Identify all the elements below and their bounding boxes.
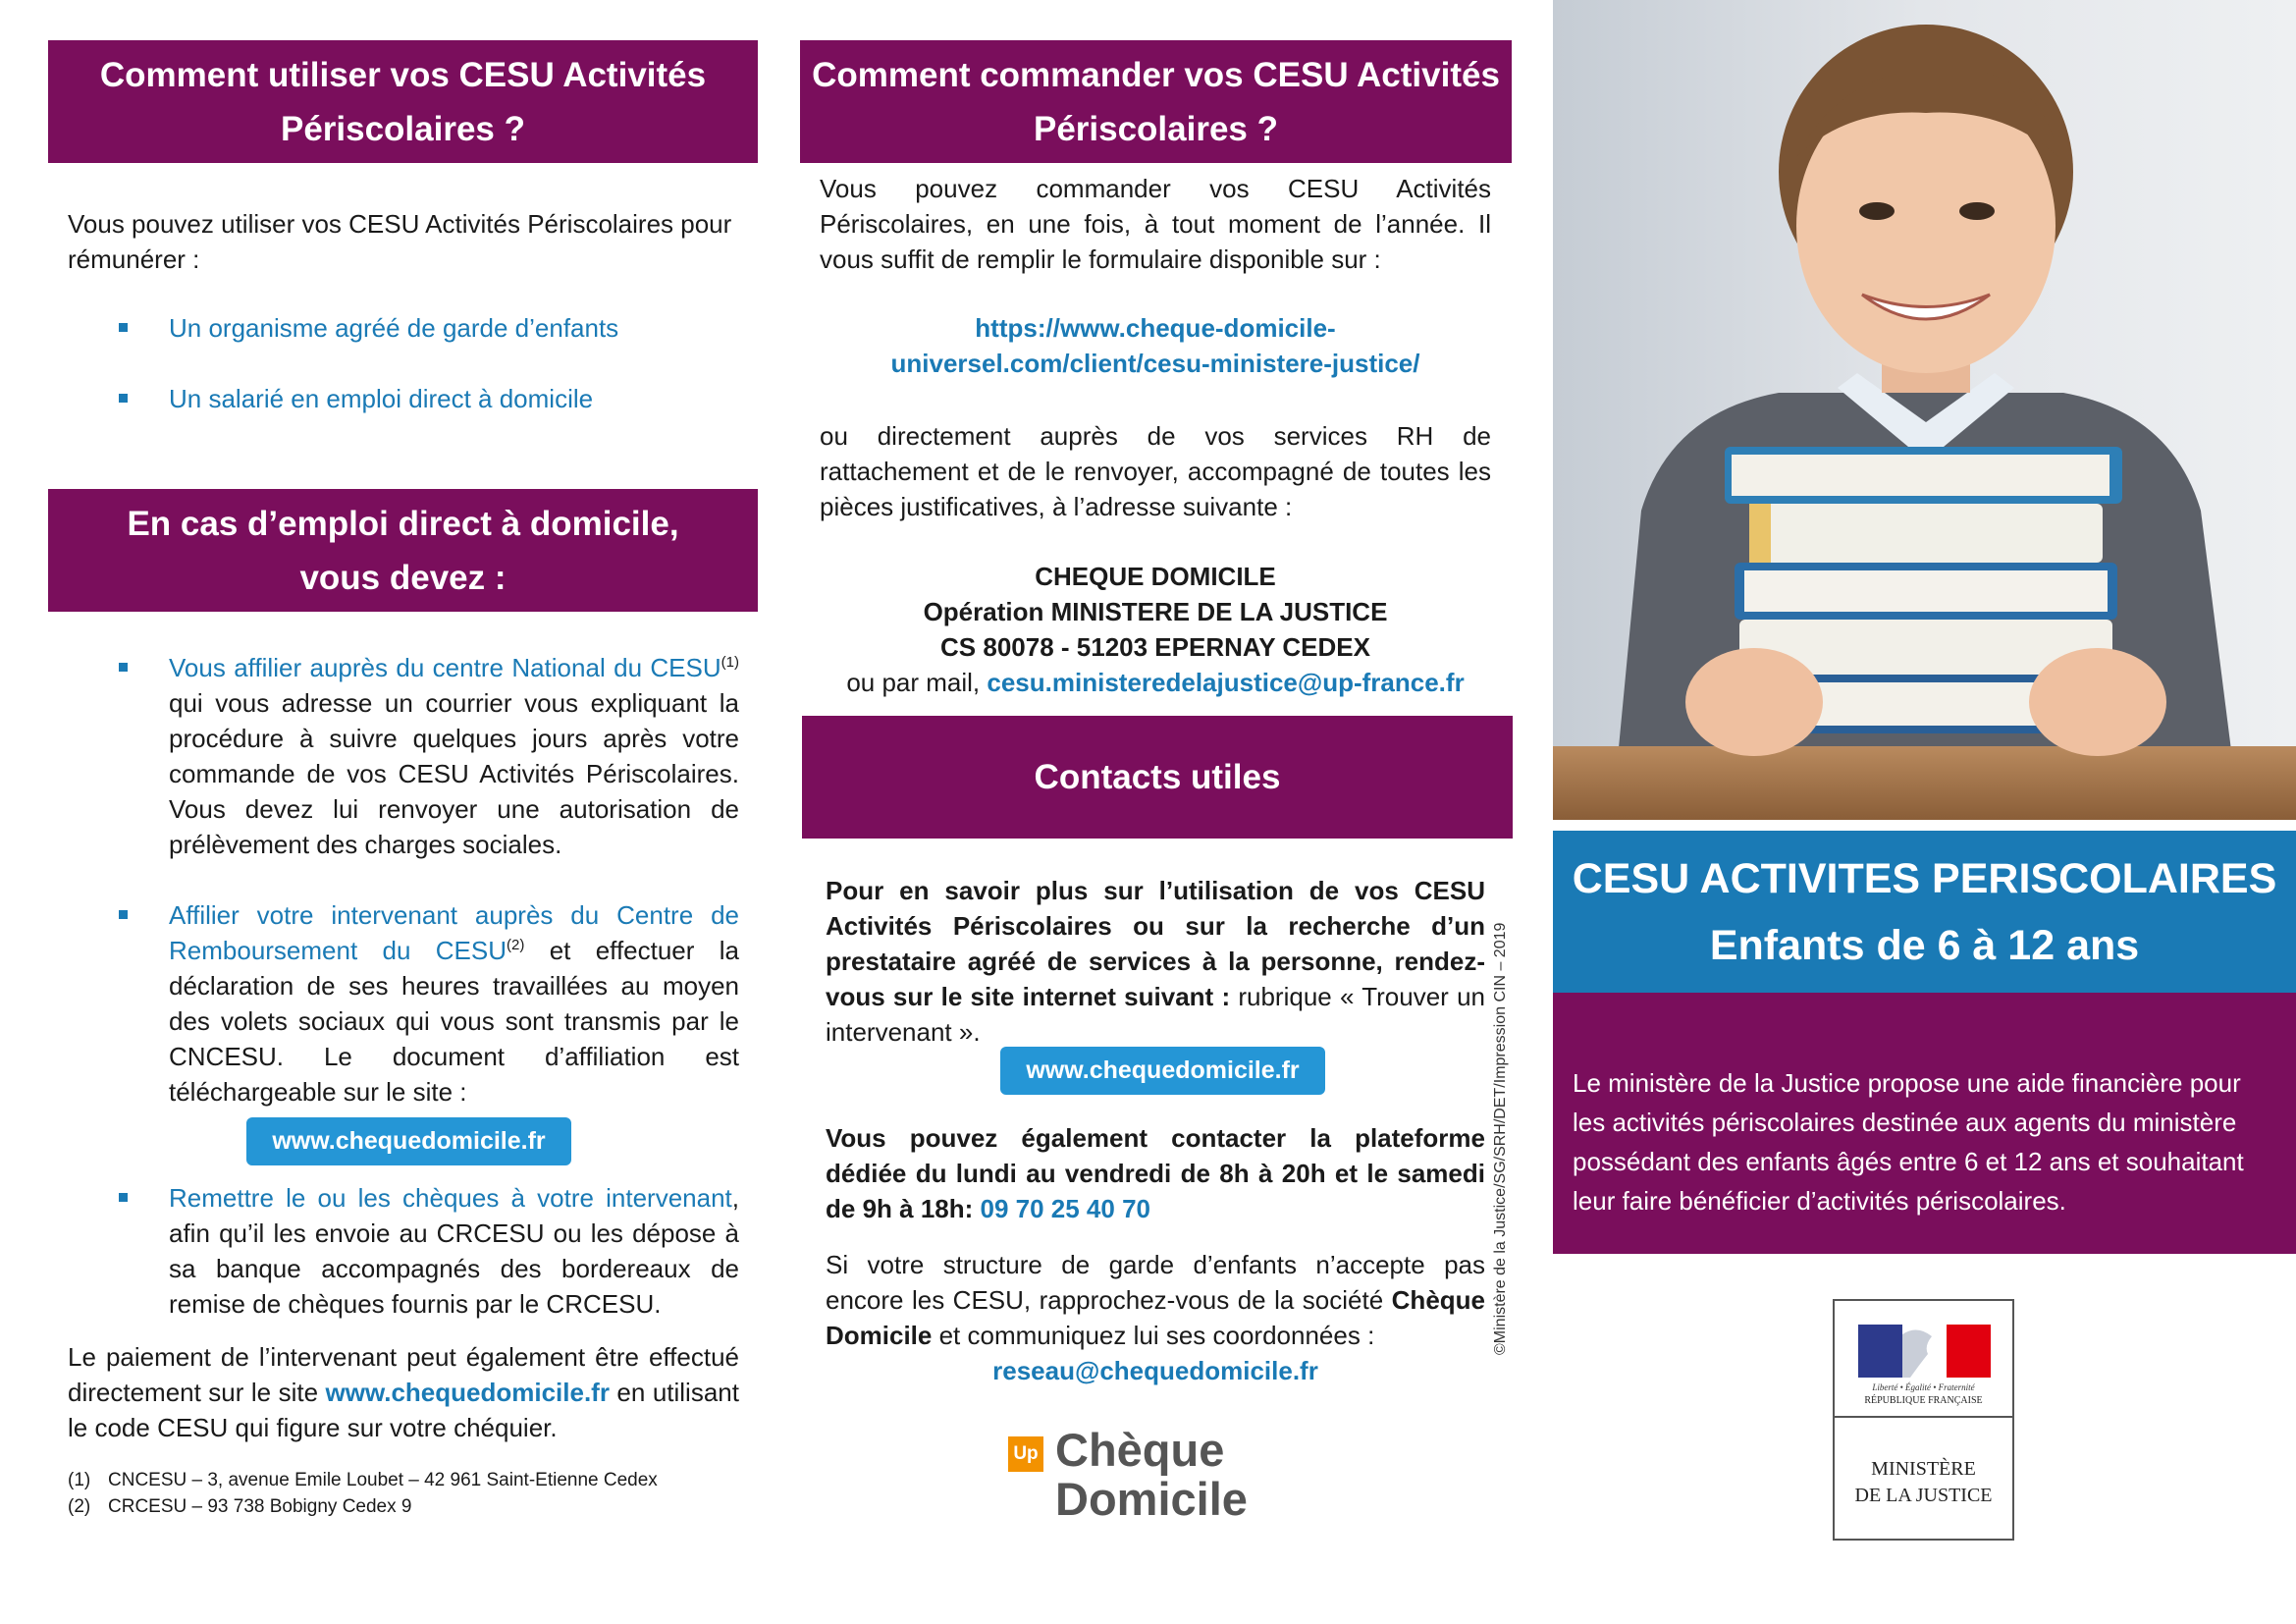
- remit-cheques-link[interactable]: Remettre le ou les chèques à votre intervenant: [169, 1183, 732, 1213]
- logo-republic: RÉPUBLIQUE FRANÇAISE: [1864, 1395, 1983, 1406]
- postal-address: CHEQUE DOMICILE Opération MINISTERE DE LA JUSTICE CS 80078 - 51203 EPERNAY CEDEX: [923, 562, 1388, 662]
- footnote: (1) CNCESU – 3, avenue Emile Loubet – 42 961 Saint-Etienne Cedex: [68, 1470, 658, 1490]
- usage-intro: Vous pouvez utiliser vos CESU Activités Périscolaires pour rémunérer :: [68, 209, 732, 274]
- order-form-url[interactable]: https://www.cheque-domicile- universel.com/client/cesu-ministere-justice/: [890, 313, 1420, 378]
- marianne-flag: [1858, 1325, 1991, 1378]
- chequedomicile-button[interactable]: www.chequedomicile.fr: [246, 1117, 571, 1165]
- logo-word-2: Domicile: [1055, 1473, 1248, 1525]
- mail-line: ou par mail, cesu.ministeredelajustice@up-france.fr: [846, 668, 1465, 697]
- bullet-icon: [119, 663, 128, 672]
- phone-number[interactable]: 09 70 25 40 70: [973, 1194, 1150, 1223]
- contact-info-text: Pour en savoir plus sur l’utilisation de vos CESU Activités Périscolaires ou sur la recherche d’un prestataire agréé de services à la personne, rendez-vous sur le site internet suivant : rubrique « Trouver un intervenant ».: [826, 876, 1485, 1047]
- up-badge: Up: [1008, 1436, 1043, 1472]
- crcesu-link[interactable]: Affilier votre intervenant auprès du Centre de Remboursement du CESU: [169, 900, 739, 965]
- chequedomicile-button[interactable]: www.chequedomicile.fr: [1000, 1047, 1325, 1095]
- payment-link[interactable]: www.chequedomicile.fr: [325, 1378, 610, 1407]
- bullet-icon: [119, 910, 128, 919]
- brochure-subtitle: Enfants de 6 à 12 ans: [1709, 921, 2140, 969]
- obligations-list: [119, 650, 739, 1110]
- logo-word-1: Chèque: [1055, 1424, 1225, 1476]
- reseau-email-link[interactable]: reseau@chequedomicile.fr: [992, 1356, 1318, 1385]
- email-link[interactable]: cesu.ministeredelajustice@up-france.fr: [987, 668, 1465, 697]
- logo-divider: [1835, 1416, 2012, 1418]
- brochure-title: CESU ACTIVITES PERISCOLAIRES: [1572, 854, 2277, 902]
- cheque-domicile-logo: [1008, 1424, 1263, 1530]
- cncesu-link[interactable]: Vous affilier auprès du centre National du CESU: [169, 653, 721, 682]
- network-text: Si votre structure de garde d’enfants n’accepte pas encore les CESU, rapprochez-vous de la société Chèque Domicile et communiquez lui ses coordonnées :: [826, 1250, 1485, 1350]
- ministry-logo: [1833, 1299, 2014, 1541]
- bullet-icon: [119, 1193, 128, 1202]
- logo-ministry: MINISTÈRE DE LA JUSTICE: [1854, 1458, 1993, 1506]
- return-text: ou directement auprès de vos services RH de rattachement et de le renvoyer, accompagné de toutes les pièces justificatives, à l’adresse suivante :: [820, 421, 1491, 521]
- footnote: (2) CRCESU – 93 738 Bobigny Cedex 9: [68, 1496, 412, 1517]
- description-panel: [1553, 993, 2296, 1254]
- print-credit: ©Ministère de la Justice/SG/SRH/DET/Impression CIN – 2019: [1492, 922, 1509, 1355]
- usage-list: [119, 310, 747, 416]
- header-how-to-use: Comment utiliser vos CESU Activités Périscolaires ?: [48, 40, 758, 163]
- title-band: [1553, 831, 2296, 993]
- order-text: Vous pouvez commander vos CESU Activités Périscolaires, en une fois, à tout moment de l’année. Il vous suffit de remplir le formulaire disponible sur :: [820, 174, 1491, 274]
- list-item: Remettre le ou les chèques à votre intervenant, afin qu’il les envoie au CRCESU ou les dépose à sa banque accompagnés des bordereaux de remise de chèques fournis par le CRCESU.: [119, 1180, 739, 1322]
- list-item: Un salarié en emploi direct à domicile: [119, 381, 747, 416]
- description-text: Le ministère de la Justice propose une aide financière pour les activités périscolaires destinée aux agents du ministère possédant des enfants âgés entre 6 et 12 ans et souhaitant leur faire bénéficier d’activités périscolaires.: [1573, 1068, 2244, 1216]
- header-direct-employment: En cas d’emploi direct à domicile, vous devez :: [48, 489, 758, 612]
- bullet-icon: [119, 323, 128, 332]
- list-item: Affilier votre intervenant auprès du Centre de Remboursement du CESU$^{(2)}$ et effectuer la déclaration de ses heures travaillées au moyen des volets sociaux qui vous sont transmis par le CNCESU. Le document d’affiliation est téléchargeable sur le site :: [119, 897, 739, 1110]
- list-item: Vous affilier auprès du centre National du CESU$^{(1)}$ qui vous adresse un courrier vous expliquant la procédure à suivre quelques jours après votre commande de vos CESU Activités Périscolaires. Vous devez lui renvoyer une autorisation de prélèvement des charges sociales.: [119, 650, 739, 862]
- header-how-to-order: Comment commander vos CESU Activités Périscolaires ?: [800, 40, 1512, 163]
- list-item: Un organisme agréé de garde d’enfants: [119, 310, 747, 346]
- header-contacts: Contacts utiles: [802, 716, 1513, 839]
- obligations-list-cont: [119, 1180, 739, 1322]
- payment-text: Le paiement de l’intervenant peut également être effectué directement sur le site www.chequedomicile.fr en utilisant le code CESU qui figure sur votre chéquier.: [68, 1342, 739, 1442]
- footnotes: [68, 1467, 658, 1520]
- bullet-icon: [119, 394, 128, 403]
- child-with-books-photo: [1553, 0, 2296, 820]
- logo-motto: Liberté • Égalité • Fraternité: [1872, 1382, 1975, 1392]
- platform-text: Vous pouvez également contacter la plateforme dédiée du lundi au vendredi de 8h à 20h et le samedi de 9h à 18h: 09 70 25 40 70: [826, 1123, 1485, 1223]
